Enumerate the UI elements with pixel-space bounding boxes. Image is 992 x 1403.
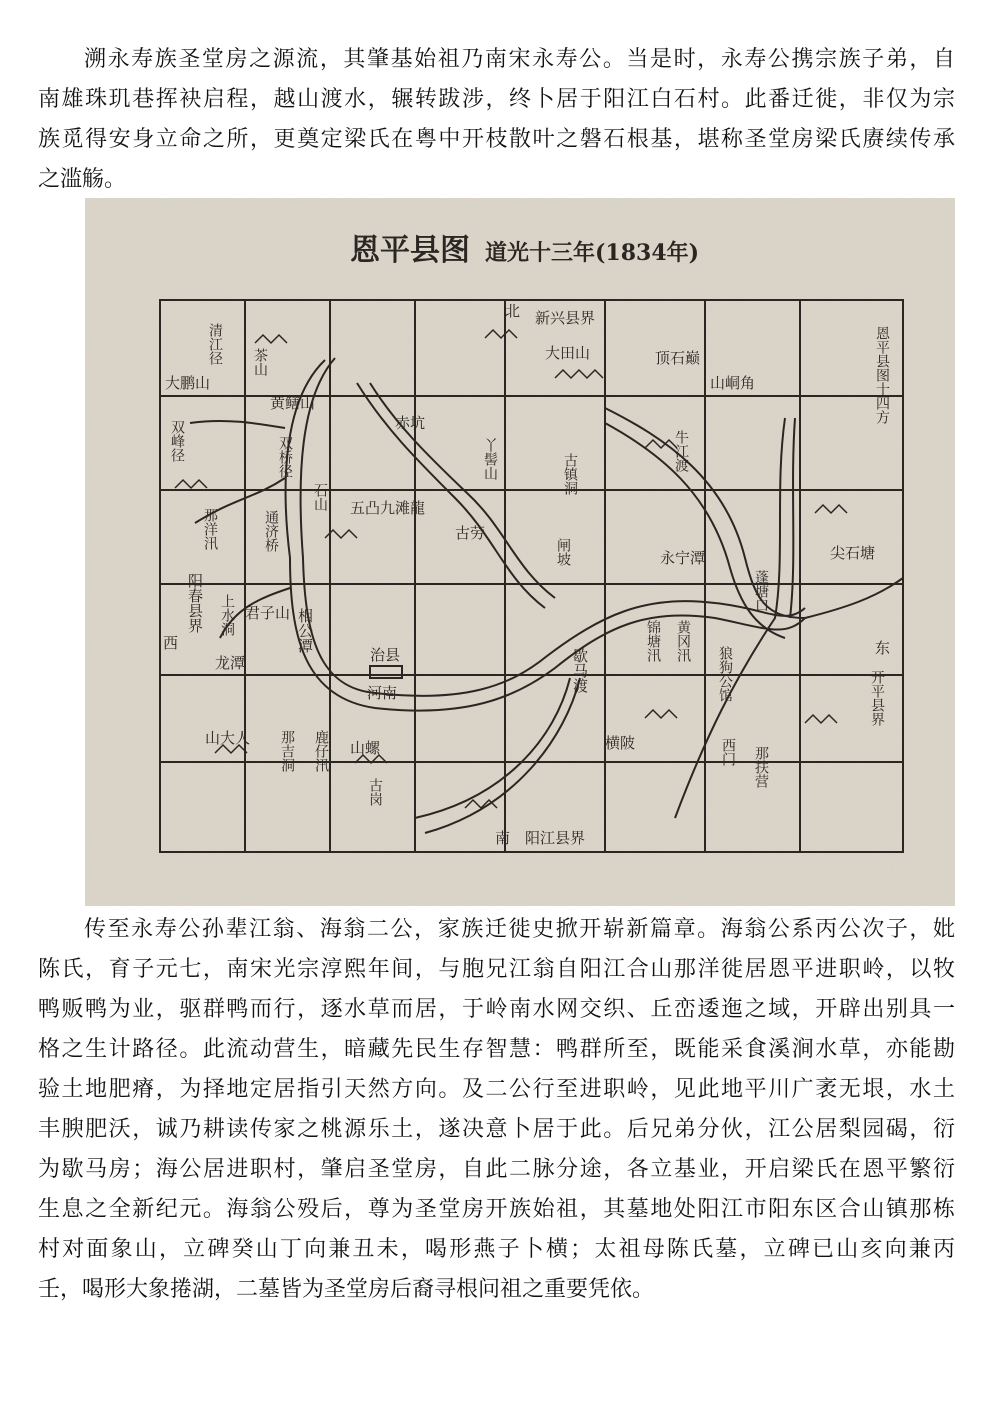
svg-text:山螺: 山螺 xyxy=(350,739,381,757)
svg-text:君子山: 君子山 xyxy=(245,604,291,622)
text-line: 格之生计路径。此流动营生，暗藏先民生存智慧：鸭群所至，既能采食溪涧水草，亦能勘 xyxy=(38,1037,955,1062)
text-line: 丰腴肥沃，诚乃耕读传家之桃源乐土，遂决意卜居于此。后兄弟分伙，江公居梨园碣，衍 xyxy=(38,1117,955,1142)
text-line: 生息之全新纪元。海翁公殁后，尊为圣堂房开族始祖，其墓地处阳江市阳东区合山镇那栋 xyxy=(38,1197,955,1222)
svg-text:东: 东 xyxy=(875,639,891,657)
map-label: 开平县界 xyxy=(869,670,885,726)
map-subtitle: 道光十三年(1834年) xyxy=(485,240,700,266)
svg-text:古劳: 古劳 xyxy=(455,524,486,542)
text-line: 鸭贩鸭为业，驱群鸭而行，逐水草而居，于岭南水网交织、丘峦逶迤之域，开辟出别具一 xyxy=(38,997,955,1022)
map-label: 鹿仔汛 xyxy=(313,730,329,772)
map-label: 牛江渡 xyxy=(673,430,689,472)
paragraph-origin xyxy=(38,40,955,200)
map-label: 清江径 xyxy=(207,323,223,365)
map-label: 西门 xyxy=(720,738,736,766)
map-label: 上水洞 xyxy=(219,594,235,636)
map-label: 那扶营 xyxy=(753,746,769,788)
text-line: 陈氏，育子元七，南宋光宗淳熙年间，与胞兄江翁自阳江合山那洋徙居恩平进职岭，以牧 xyxy=(38,957,955,982)
enping-county-map-image xyxy=(85,198,955,906)
map-label: 双桥径 xyxy=(277,436,293,478)
svg-text:大田山: 大田山 xyxy=(545,344,591,362)
map-label: 丫髻山 xyxy=(482,438,498,480)
svg-text:黄鳝山: 黄鳝山 xyxy=(270,394,316,412)
svg-text:山大人: 山大人 xyxy=(205,729,251,747)
map-label: 石山 xyxy=(312,483,328,511)
svg-text:北: 北 xyxy=(505,302,521,320)
map-label: 闸坡 xyxy=(555,538,571,566)
svg-text:赤坑: 赤坑 xyxy=(395,414,426,432)
svg-text:尖石塘: 尖石塘 xyxy=(830,544,876,562)
map-label: 黄冈汛 xyxy=(675,620,691,662)
text-line: 村对面象山，立碑癸山丁向兼丑未，喝形燕子卜横；太祖母陈氏墓，立碑已山亥向兼丙 xyxy=(38,1237,955,1262)
paragraph-migration xyxy=(38,910,955,1310)
svg-text:山峒角: 山峒角 xyxy=(710,374,756,392)
svg-text:顶石巅: 顶石巅 xyxy=(655,349,701,367)
map-label: 古岗 xyxy=(367,778,383,806)
svg-text:龙潭: 龙潭 xyxy=(215,654,246,672)
map-label: 狼狗公馆 xyxy=(717,646,733,702)
svg-text:大鹏山: 大鹏山 xyxy=(165,374,211,392)
svg-text:新兴县界: 新兴县界 xyxy=(535,309,596,327)
map-label: 那吉洞 xyxy=(279,730,295,772)
text-line: 族觅得安身立命之所，更奠定梁氏在粤中开枝散叶之磐石根基，堪称圣堂房梁氏赓续传承 xyxy=(38,127,955,152)
text-line: 溯永寿族圣堂房之源流，其肇基始祖乃南宋永寿公。当是时，永寿公携宗族子弟，自 xyxy=(84,47,955,72)
text-line: 之滥觞。 xyxy=(38,167,127,192)
svg-text:横陂: 横陂 xyxy=(605,734,636,752)
text-line: 传至永寿公孙辈江翁、海翁二公，家族迁徙史掀开崭新篇章。海翁公系丙公次子，妣 xyxy=(84,917,955,942)
map-label: 茶山 xyxy=(252,348,268,376)
text-line: 南雄珠玑巷挥袂启程，越山渡水，辗转跋涉，终卜居于阳江白石村。此番迁徙，非仅为宗 xyxy=(38,87,955,112)
svg-text:永宁潭: 永宁潭 xyxy=(660,549,706,567)
text-line: 为歇马房；海公居进职村，肇启圣堂房，自此二脉分途，各立基业，开启梁氏在恩平繁衍 xyxy=(38,1157,955,1182)
svg-text:歇马渡: 歇马渡 xyxy=(571,648,589,693)
map-drawing xyxy=(85,198,955,906)
svg-text:河南: 河南 xyxy=(367,684,398,702)
text-line: 验土地肥瘠，为择地定居指引天然方向。及二公行至进职岭，见此地平川广袤无垠，水土 xyxy=(38,1077,955,1102)
map-title: 恩平县图 xyxy=(350,233,470,268)
svg-text:阳江县界: 阳江县界 xyxy=(525,829,586,847)
text-line: 壬，喝形大象捲湖，二墓皆为圣堂房后裔寻根问祖之重要凭依。 xyxy=(38,1277,655,1302)
map-label: 双峰径 xyxy=(169,420,185,462)
svg-text:相公潭: 相公潭 xyxy=(296,608,314,653)
svg-text:西: 西 xyxy=(163,634,179,652)
map-label: 通济桥 xyxy=(263,510,279,552)
map-label: 恩平县图十四方 xyxy=(874,326,890,424)
map-label: 古镇洞 xyxy=(562,453,578,495)
svg-text:五凸九滩龍: 五凸九滩龍 xyxy=(350,499,426,517)
svg-text:南: 南 xyxy=(495,829,511,847)
svg-text:治县: 治县 xyxy=(370,646,401,664)
map-label: 锦塘汛 xyxy=(645,620,661,662)
map-label: 那洋汛 xyxy=(202,508,218,550)
map-label: 蓬塘口 xyxy=(753,570,769,612)
svg-text:阳春县界: 阳春县界 xyxy=(186,573,204,633)
